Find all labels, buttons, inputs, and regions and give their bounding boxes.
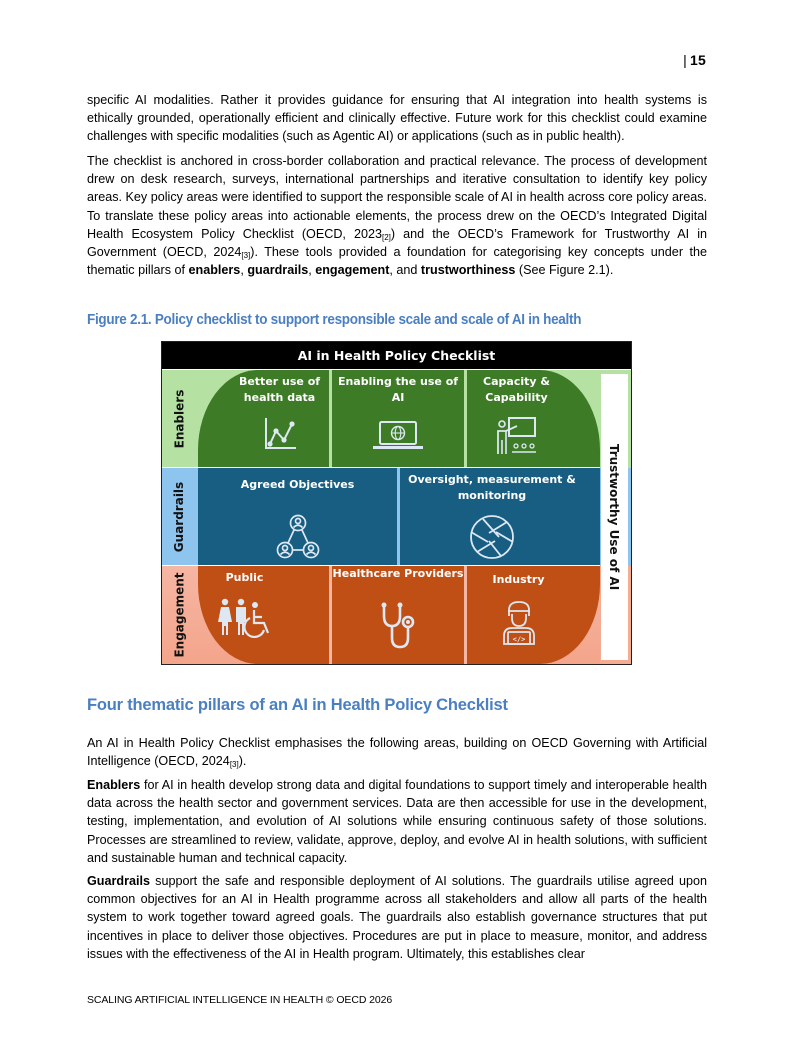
bold-term: Enablers [87,778,141,792]
cell-healthcare-providers [332,566,464,664]
text-span: An AI in Health Policy Checklist emphasises the following areas, building on OECD Governing with Artificial Intelligence (OECD, 2024 [87,736,707,769]
svg-text:</>: </> [512,635,525,644]
cell-capacity-capability [467,370,600,467]
cell-oversight-measurement-monitoring [400,468,600,565]
text-span: ) and the OECD’s Framework for Trustworthy AI in Government (OECD, 2024 [87,226,707,260]
page-footer: SCALING ARTIFICIAL INTELLIGENCE IN HEALTH © OECD 2026 [87,994,393,1006]
pillar-enablers [198,370,600,467]
text-span: , and [389,263,421,278]
row-label-text: Enablers [172,389,187,448]
line-chart-icon [262,416,298,452]
text-span: , [308,263,316,278]
cell-industry [467,566,600,664]
developer-laptop-icon [500,600,538,646]
teacher-presentation-icon [495,414,539,456]
text-span: (See Figure 2.1). [515,263,614,278]
cell-label: Capacity & Capability [483,375,550,404]
cell-label: Enabling the use of AI [337,375,459,404]
row-engagement [162,566,631,664]
cell-label: Industry [492,573,545,586]
row-label-guardrails [162,468,197,565]
row-label-text: Guardrails [172,481,187,552]
bold-term: Guardrails [87,874,150,888]
cell-label: Agreed Objectives [240,478,355,491]
page-number [683,52,706,68]
bold-term: engagement [315,263,390,278]
citation-ref: [3] [229,760,239,770]
cell-enabling-the-use-of-ai [332,370,464,467]
figure-caption: Figure 2.1. Policy checklist to support responsible scale and scale of AI in health [87,312,582,328]
trustworthy-label: Trustworthy Use of AI [607,443,622,591]
cell-label: Oversight, measurement & monitoring [408,473,576,502]
people-network-icon [276,514,320,560]
trustworthy-column [600,370,631,664]
policy-checklist-figure [161,341,632,665]
row-enablers [162,370,631,467]
text-span: ). [238,754,247,769]
row-label-text: Engagement [172,572,187,658]
cell-public [198,566,329,664]
text-span: support the safe and responsible deployment of AI solutions. The guardrails utilise agreed upon common objectives for an AI in Health programme across all stakeholders and allow all parts of the health system to work together toward agreed goals. The guardrails also establish governance structures that put incentives in place to deliver those objectives. Procedures are put in place to measure, monitor, and address issues with the effectiveness of the AI in Health program. Ultimately, this establishes clear [87,874,707,961]
cell-label: Public [225,571,264,584]
citation-ref: [2] [382,232,391,242]
paragraph-enablers [87,776,707,867]
citation-ref: [3] [241,251,251,261]
figure-header: AI in Health Policy Checklist [162,342,631,369]
cell-better-use-of-health-data [198,370,329,467]
cell-label: Healthcare Providers [332,567,464,580]
row-guardrails [162,468,631,565]
text-span: , [240,263,248,278]
cell-label: Better use of health data [238,375,321,404]
people-accessibility-icon [218,598,280,638]
paragraph-checklist [87,152,707,279]
aperture-icon [469,514,515,560]
pillar-guardrails [198,468,600,565]
page-number-separator: | [683,52,688,68]
bold-term: trustworthiness [420,263,516,278]
page-number-value: 15 [690,52,706,68]
bold-term: enablers [188,263,241,278]
text-span: ). These tools provided a foundation for categorising key concepts under the thematic pillars of [87,245,707,278]
stethoscope-icon [378,602,418,650]
text-span: The checklist is anchored in cross-border collaboration and practical relevance. The process of development drew on desk research, surveys, international partnerships and iterative consultation to identify key policy areas. Key policy areas were identified to support the responsible scale of AI in health across core policy areas. To translate these policy areas into actionable elements, the process drew on the OECD’s Integrated Digital Health Ecosystem Policy Checklist (OECD, 2023 [87,154,707,241]
cell-agreed-objectives [198,468,397,565]
row-label-enablers [162,370,197,467]
trustworthy-label-box [601,374,628,660]
laptop-globe-icon [372,420,424,452]
row-label-engagement [162,566,197,664]
bold-term: guardrails [247,263,309,278]
text-span: for AI in health develop strong data and digital foundations to support timely and interoperable health data across the health sector and government services. Data are then accessible for use in the development, testing, implementation, and evolution of AI solutions while ensuring continuous safety of those solutions. Processes are streamlined to review, validate, approve, deploy, and evolve AI in health solutions, with sufficient and sustainable human and technical capacity. [87,778,707,865]
pillar-engagement [198,566,600,664]
paragraph-guardrails [87,872,707,963]
paragraph-pillars-intro [87,734,707,770]
section-title: Four thematic pillars of an AI in Health Policy Checklist [87,696,508,714]
paragraph-intro: specific AI modalities. Rather it provides guidance for ensuring that AI integration into health systems is ethically grounded, operationally efficient and clinically effective. Future work for this checklist could examine challenges with specific modalities (such as Agentic AI) or applications (such as in public health). [87,93,707,144]
